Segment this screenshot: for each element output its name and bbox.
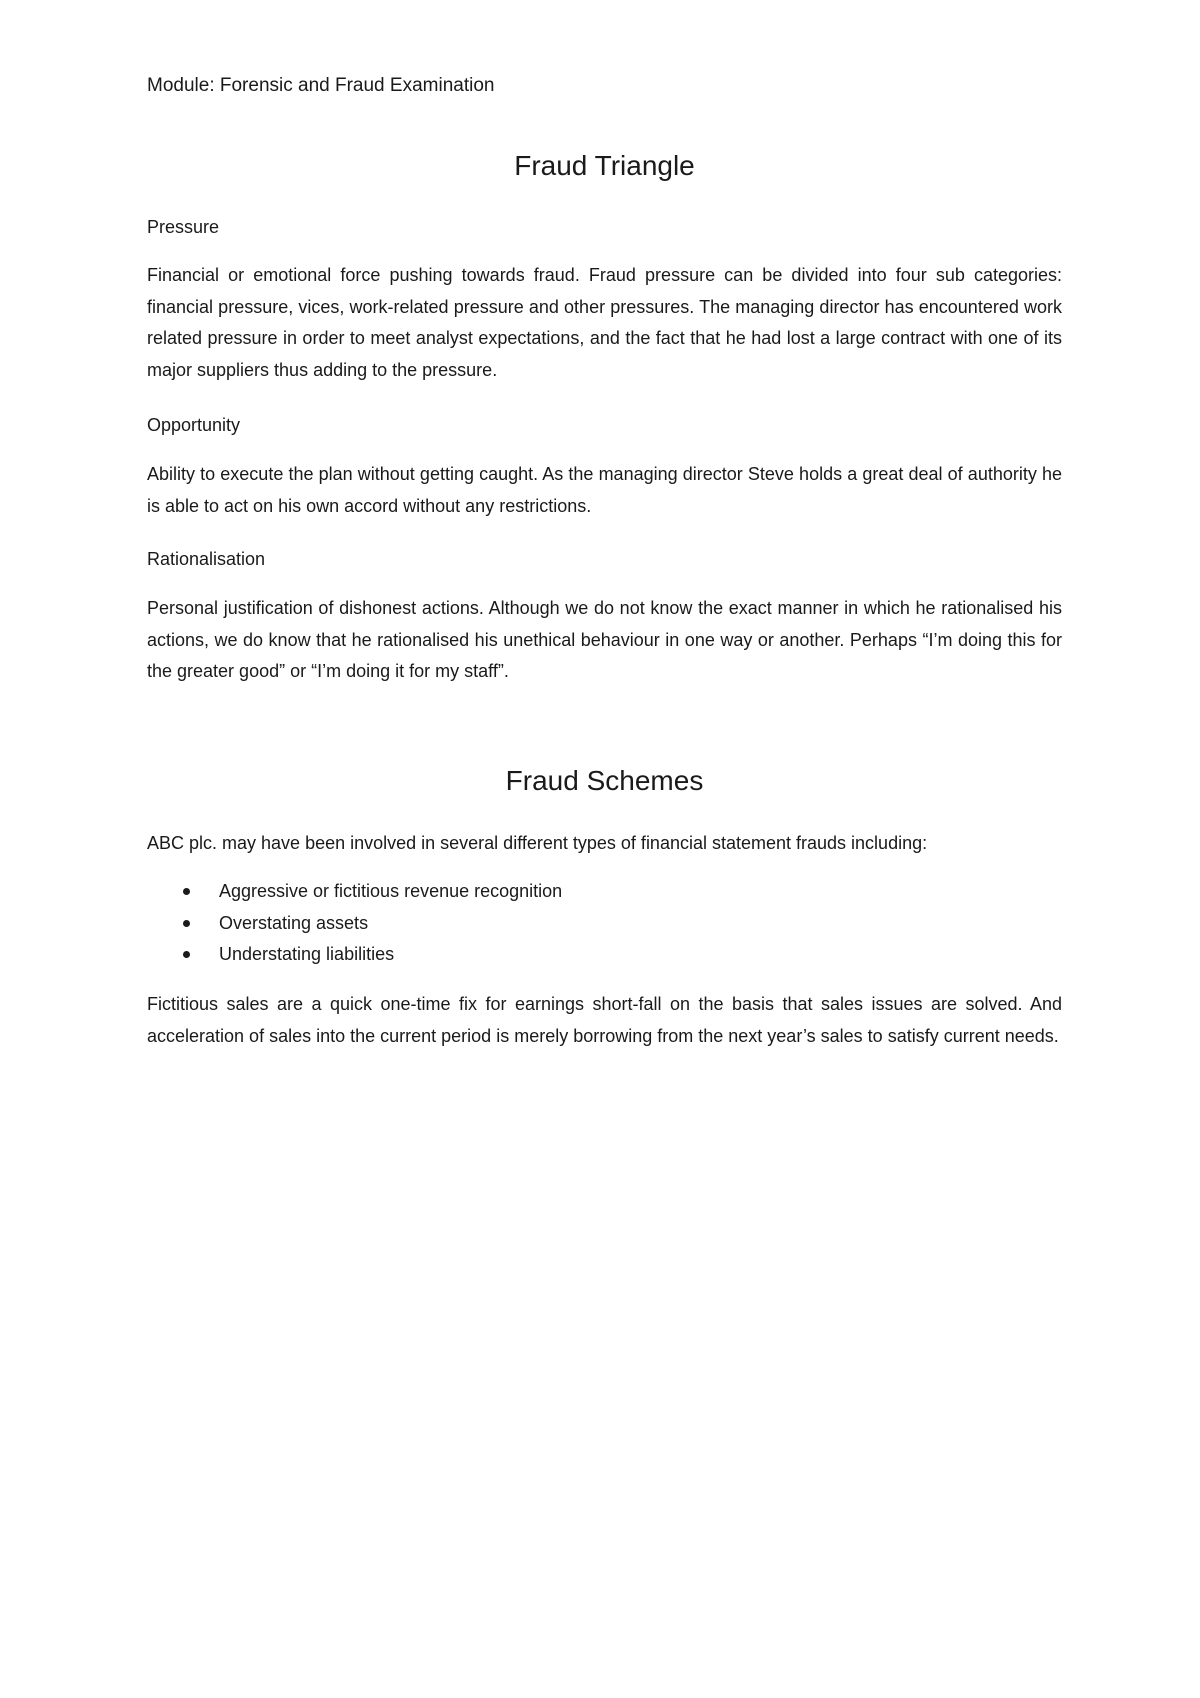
schemes-bullet-list (147, 876, 562, 971)
closing-paragraph: Fictitious sales are a quick one-time fix for earnings short-fall on the basis that sales issues are solved. And acceleration of sales into the current period is merely borrowing from the next year’s sales to satisfy current needs. (147, 994, 1062, 1046)
bullet-icon (183, 951, 190, 958)
fraud-triangle-title: Fraud Triangle (514, 150, 695, 181)
list-item-text: Aggressive or fictitious revenue recognition (219, 881, 563, 901)
bullet-icon (183, 888, 190, 895)
list-item-text: Understating liabilities (219, 944, 395, 964)
module-header: Module: Forensic and Fraud Examination (147, 75, 495, 96)
rationalisation-paragraph: Personal justification of dishonest actions. Although we do not know the exact manner in which he rationalised his actions, we do know that he rationalised his unethical behaviour in one way or another. Perhaps “I’m doing this for the greater good” or “I’m doing it for my staff”. (147, 598, 1062, 681)
pressure-paragraph: Financial or emotional force pushing towards fraud. Fraud pressure can be divided into four sub categories: financial pressure, vices, work-related pressure and other pressures. The managing director has encountered work related pressure in order to meet analyst expectations, and the fact that he had lost a large contract with one of its major suppliers thus adding to the pressure. (147, 265, 1062, 380)
rationalisation-heading: Rationalisation (147, 549, 266, 569)
schemes-intro-paragraph: ABC plc. may have been involved in several different types of financial statement frauds including: (147, 833, 928, 853)
opportunity-paragraph: Ability to execute the plan without getting caught. As the managing director Steve holds a great deal of authority he is able to act on his own accord without any restrictions. (147, 464, 1062, 516)
list-item (147, 876, 562, 908)
opportunity-heading: Opportunity (147, 415, 241, 435)
bullet-icon (183, 920, 190, 927)
list-item-text: Overstating assets (219, 912, 369, 933)
pressure-heading: Pressure (147, 217, 220, 237)
fraud-schemes-title: Fraud Schemes (505, 765, 704, 796)
list-item (147, 908, 562, 940)
list-item (147, 939, 562, 971)
